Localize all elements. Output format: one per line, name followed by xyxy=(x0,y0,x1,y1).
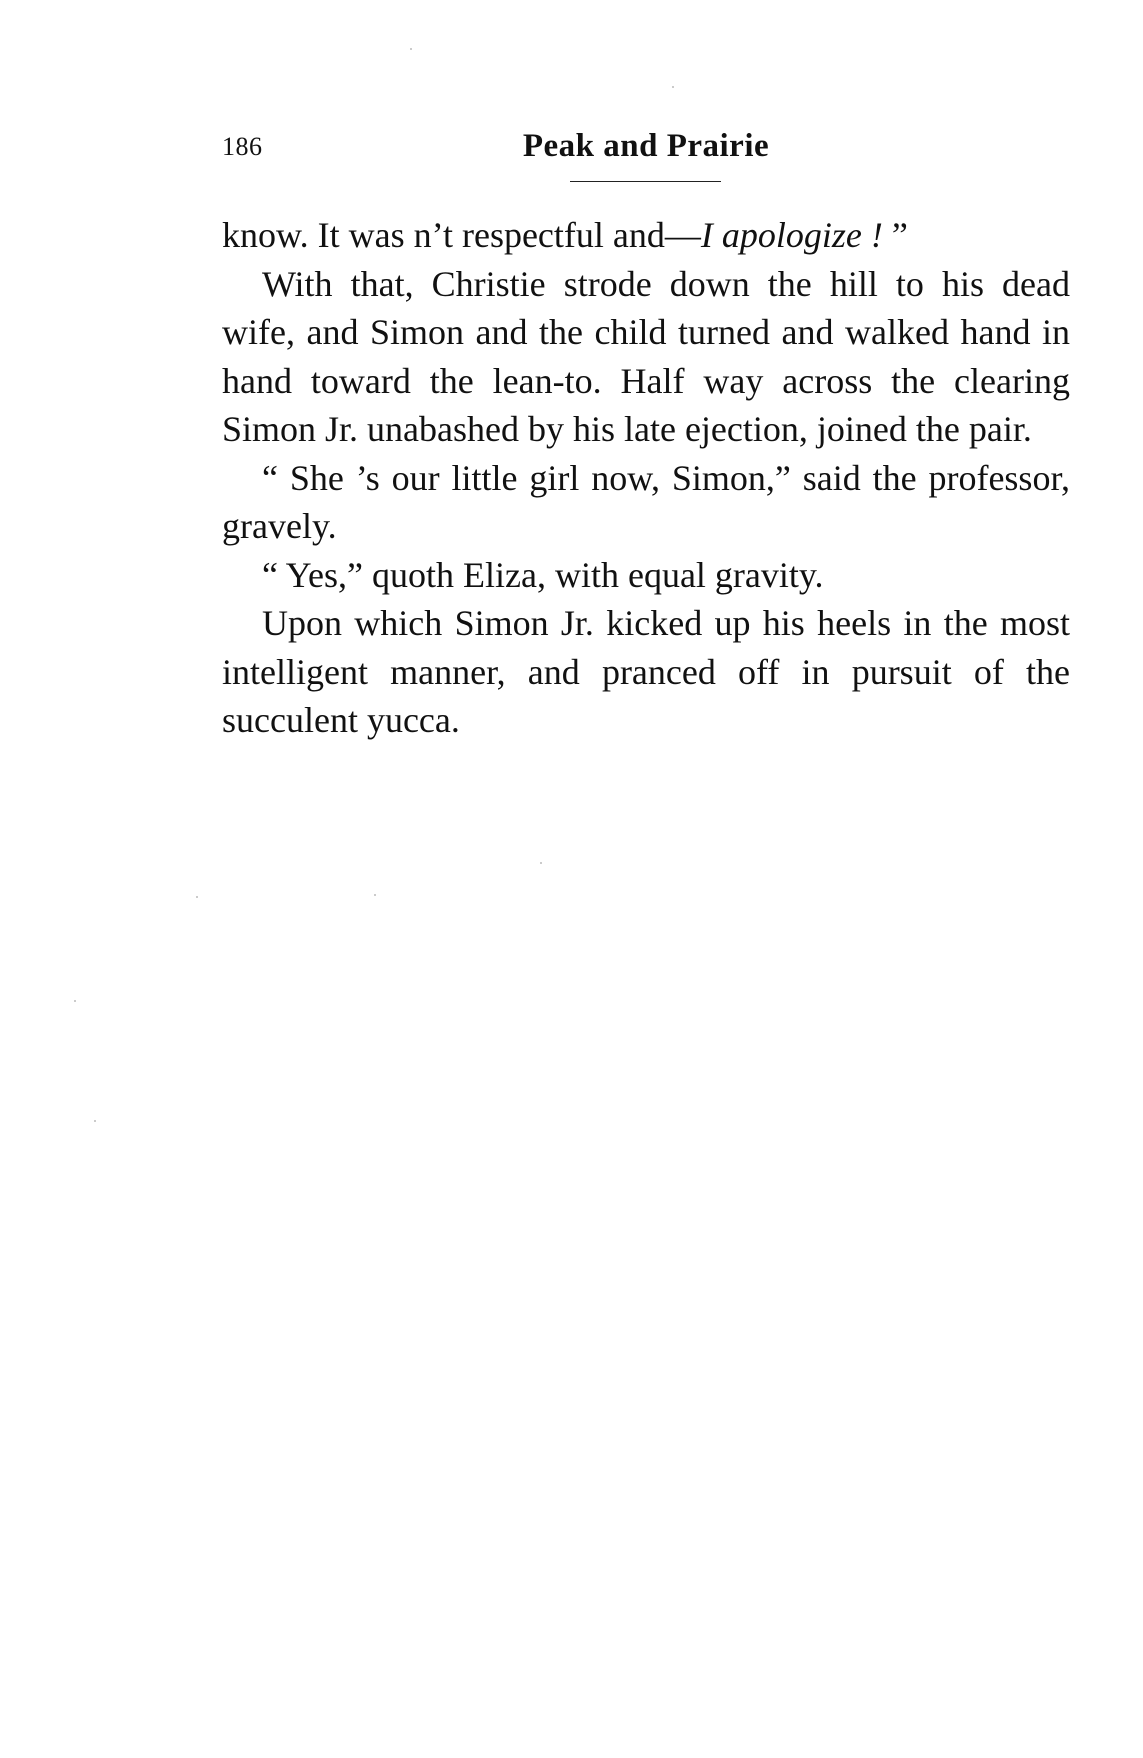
page-number: 186 xyxy=(222,132,263,161)
paragraph: With that, Christie strode down the hill to his dead wife, and Simon and the child turned and walked hand in hand toward the lean-to. Half way across the clearing Simon Jr. unabashed by his late ejection, joined the pair. xyxy=(222,263,1070,449)
italic-text: I apologize ! xyxy=(700,215,883,255)
header-rule xyxy=(570,181,721,182)
body-text xyxy=(222,211,1070,745)
paragraph-text: know. It was n’t respectful and— xyxy=(222,215,701,255)
paper-speck xyxy=(74,1000,76,1002)
page-header xyxy=(222,128,1070,172)
paragraph: Upon which Simon Jr. kicked up his heels in the most intelligent manner, and pranced off in pursuit of the succulent yucca. xyxy=(222,603,1070,740)
paper-speck xyxy=(374,894,376,896)
running-title: Peak and Prairie xyxy=(522,128,770,164)
closing-quote: ” xyxy=(882,215,908,255)
paragraph: “ Yes,” quoth Eliza, with equal gravity. xyxy=(262,554,824,595)
paper-speck xyxy=(672,86,674,88)
paper-speck xyxy=(540,862,542,864)
paper-speck xyxy=(410,48,412,50)
paragraph-continuation xyxy=(222,211,1070,260)
paragraph: “ She ’s our little girl now, Simon,” said the professor, gravely. xyxy=(222,457,1070,546)
paper-speck xyxy=(196,896,198,898)
paper-speck xyxy=(94,1120,96,1122)
